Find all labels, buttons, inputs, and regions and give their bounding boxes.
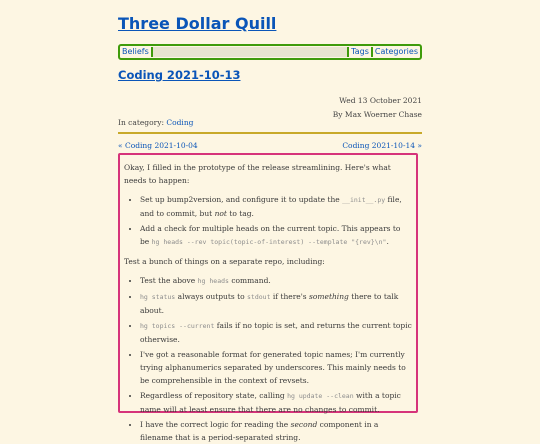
- list-item: • I've got a reasonable format for generated topic names; I'm currently trying alphanumerics separated by underscores. This mainly needs to be comprehensible in the context of revsets.: [140, 348, 412, 387]
- post-date: Wed 13 October 2021: [339, 96, 422, 105]
- nav-spacer: [153, 47, 347, 57]
- list-item: • hg status always outputs to stdout if there's something there to talk about.: [140, 290, 412, 317]
- list-item: • Add a check for multiple heads on the current topic. This appears to be hg heads --rev topic(topic-of-interest) --template "{rev}\n".: [140, 222, 412, 249]
- category-prefix: In category:: [118, 118, 167, 127]
- nav-link-categories[interactable]: Categories: [374, 47, 418, 56]
- list-release-steps: [124, 193, 412, 249]
- post-author: By Max Woerner Chase: [332, 110, 422, 119]
- list-tests: [124, 274, 412, 444]
- list-item: • I have the correct logic for reading the second component in a filename that is a period-separated string.: [140, 418, 412, 444]
- list-item: • hg topics --current fails if no topic is set, and returns the current topic otherwise.: [140, 319, 412, 346]
- prev-post-link[interactable]: « Coding 2021-10-04: [118, 141, 198, 150]
- nav-bar: [118, 44, 422, 60]
- post-category: [118, 118, 193, 127]
- post-meta: [333, 94, 422, 122]
- paragraph-tests: Test a bunch of things on a separate repo, including:: [124, 257, 325, 266]
- list-item: • Set up bump2version, and configure it to update the __init__.py file, and to commit, but not to tag.: [140, 193, 412, 220]
- category-link[interactable]: Coding: [166, 118, 194, 127]
- site-title-link[interactable]: Three Dollar Quill: [118, 14, 277, 33]
- nav-link-beliefs[interactable]: Beliefs: [120, 47, 153, 57]
- list-item: • Regardless of repository state, calling hg update --clean with a topic name will at least ensure that there are no changes to commit.: [140, 389, 412, 416]
- list-item: • Test the above hg heads command.: [140, 274, 412, 288]
- post-content: [118, 153, 418, 442]
- paragraph-intro: Okay, I filled in the prototype of the release streamlining. Here's what needs to happen:: [124, 163, 391, 185]
- nav-link-tags[interactable]: Tags: [347, 47, 373, 57]
- next-post-link[interactable]: Coding 2021-10-14 »: [342, 141, 422, 150]
- post-title-link[interactable]: Coding 2021-10-13: [118, 68, 241, 82]
- divider: [118, 132, 422, 134]
